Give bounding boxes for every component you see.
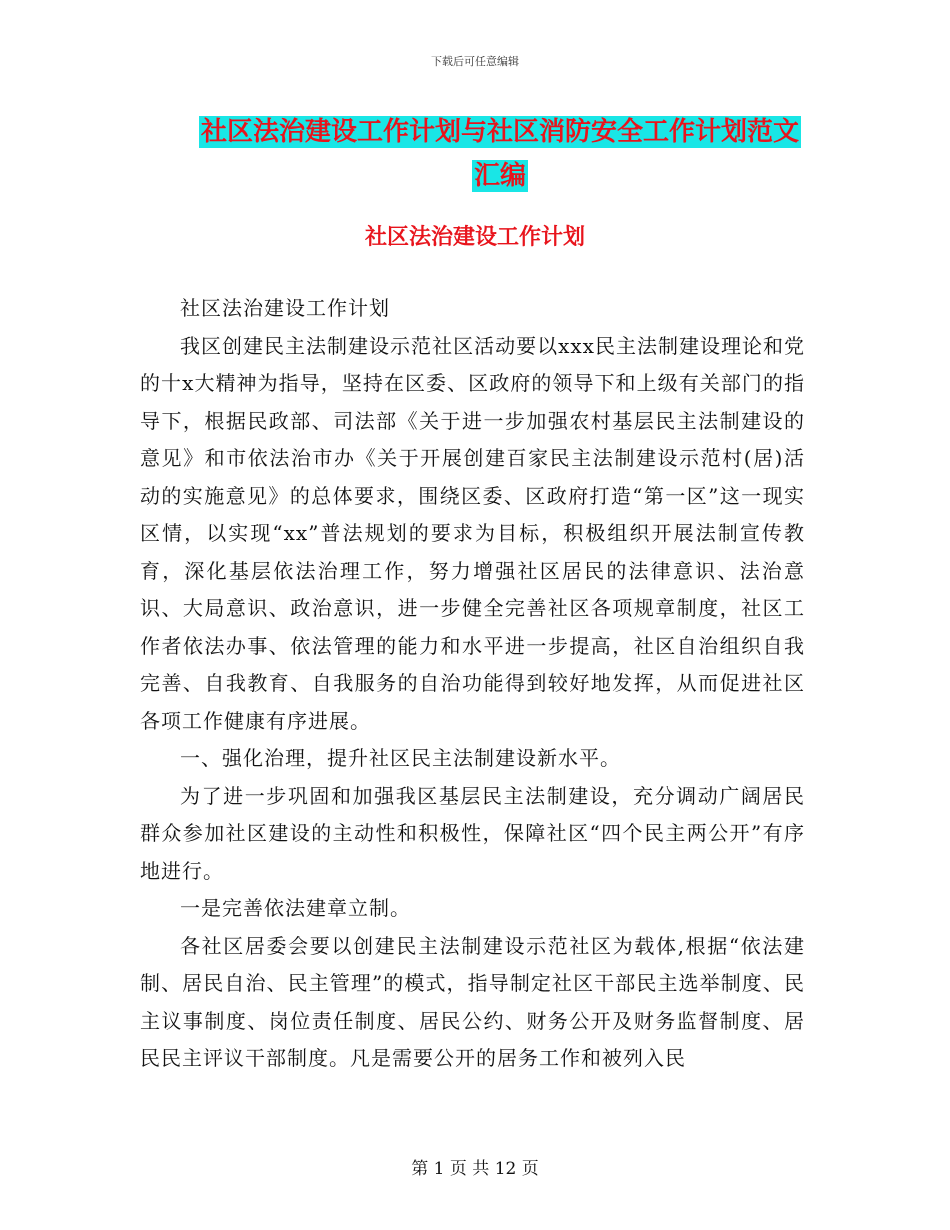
document-title bbox=[140, 110, 860, 198]
paragraph: 我区创建民主法制建设示范社区活动要以xxx民主法制建设理论和党的十x大精神为指导，坚持在区委、区政府的领导下和上级有关部门的指导下，根据民政部、司法部《关于进一步加强农村基层民主法制建设的意见》和市依法治市办《关于开展创建百家民主法制建设示范村(居)活动的实施意见》的总体要求，围绕区委、区政府打造“第一区”这一现实区情，以实现“xx”普法规划的要求为目标，积极组织开展法制宣传教育，深化基层依法治理工作，努力增强社区居民的法律意识、法治意识、大局意识、政治意识，进一步健全完善社区各项规章制度，社区工作者依法办事、依法管理的能力和水平进一步提高，社区自治组织自我完善、自我教育、自我服务的自治功能得到较好地发挥，从而促进社区各项工作健康有序进展。 bbox=[140, 333, 805, 733]
paragraph: 社区法治建设工作计划 bbox=[180, 296, 390, 320]
section-title: 社区法治建设工作计划 bbox=[364, 225, 585, 250]
paragraph: 为了进一步巩固和加强我区基层民主法制建设，充分调动广阔居民群众参加社区建设的主动性和积极性，保障社区“四个民主两公开”有序地进行。 bbox=[140, 783, 805, 883]
page-footer: 第 1 页 共 12 页 bbox=[411, 1159, 539, 1179]
paragraph: 一、强化治理，提升社区民主法制建设新水平。 bbox=[180, 746, 621, 770]
document-title-line-1: 社区法治建设工作计划与社区消防安全工作计划范文 bbox=[200, 117, 799, 147]
paragraph: 一是完善依法建章立制。 bbox=[180, 896, 411, 920]
document-body bbox=[140, 290, 805, 1078]
document-title-line-2: 汇编 bbox=[473, 161, 526, 191]
header-note: 下载后可任意编辑 bbox=[431, 55, 519, 68]
paragraph: 各社区居委会要以创建民主法制建设示范社区为载体,根据“依法建制、居民自治、民主管理”的模式，指导制定社区干部民主选举制度、民主议事制度、岗位责任制度、居民公约、财务公开及财务监督制度、居民民主评议干部制度。凡是需要公开的居务工作和被列入民 bbox=[140, 933, 805, 1070]
